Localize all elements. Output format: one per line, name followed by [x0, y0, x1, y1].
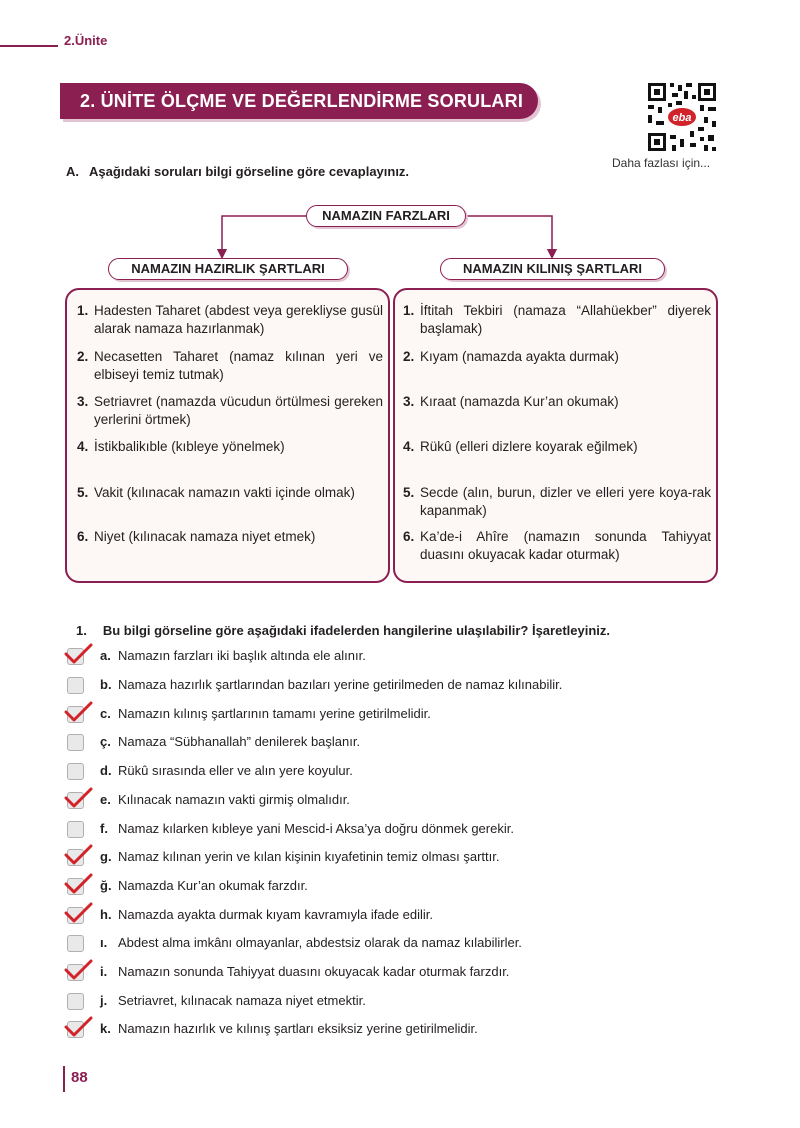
checkmark-icon: [64, 787, 94, 811]
option-row: ğ. Namazda Kur’an okumak farzdır.: [66, 875, 706, 897]
hazirlik-item: 5. Vakit (kılınacak namazın vakti içinde olmak): [77, 485, 355, 500]
checkmark-icon: [64, 902, 94, 926]
option-text: Namazın hazırlık ve kılınış şartları eksiksiz yerine getirilmelidir.: [118, 1021, 478, 1036]
option-text: Namaza “Sübhanallah” denilerek başlanır.: [118, 734, 361, 749]
unit-label: 2.Ünite: [64, 33, 108, 48]
diagram-root-label: NAMAZIN FARZLARI: [306, 205, 466, 227]
option-text: Namaz kılınan yerin ve kılan kişinin kıyafetinin temiz olması şarttır.: [118, 849, 500, 864]
option-row: h. Namazda ayakta durmak kıyam kavramıyla ifade edilir.: [66, 904, 706, 926]
option-row: j. Setriavret, kılınacak namaza niyet etmektir.: [66, 990, 706, 1012]
option-checkbox[interactable]: [67, 993, 84, 1010]
option-row: g. Namaz kılınan yerin ve kılan kişinin kıyafetinin temiz olması şarttır.: [66, 846, 706, 868]
checkmark-icon: [64, 873, 94, 897]
checkmark-icon: [64, 643, 94, 667]
diagram-connectors: [0, 0, 800, 300]
option-checkbox[interactable]: [67, 677, 84, 694]
option-text: Namaz kılarken kıbleye yani Mescid-i Aksa’ya doğru dönmek gerekir.: [118, 821, 514, 836]
page-title: 2. ÜNİTE ÖLÇME VE DEĞERLENDİRME SORULARI: [80, 91, 524, 111]
option-row: ç. Namaza “Sübhanallah” denilerek başlanır.: [66, 731, 706, 753]
hazirlik-item: 6. Niyet (kılınacak namaza niyet etmek): [77, 529, 316, 544]
checkmark-icon: [64, 1016, 94, 1040]
option-text: Namaza hazırlık şartlarından bazıları yerine getirilmeden de namaz kılınabilir.: [118, 677, 563, 692]
option-checkbox[interactable]: [67, 821, 84, 838]
option-text: Abdest alma imkânı olmayanlar, abdestsiz olarak da namaz kılabilirler.: [118, 935, 522, 950]
kilinis-item: 2. Kıyam (namazda ayakta durmak): [403, 349, 619, 364]
question-text: Bu bilgi görseline göre aşağıdaki ifadelerden hangilerine ulaşılabilir? İşaretleyiniz.: [102, 623, 610, 638]
hazirlik-item: 2. Necasetten Taharet (namaz kılınan yeri ve elbiseyi temiz tutmak): [77, 349, 383, 382]
hazirlik-item: 3. Setriavret (namazda vücudun örtülmesi gereken yerlerini örtmek): [77, 394, 383, 427]
option-row: f. Namaz kılarken kıbleye yani Mescid-i Aksa’ya doğru dönmek gerekir.: [66, 818, 706, 840]
connector-left-arrow: [222, 216, 306, 254]
option-text: Namazda ayakta durmak kıyam kavramıyla ifade edilir.: [118, 907, 434, 922]
option-checkbox[interactable]: [67, 734, 84, 751]
question-title: [76, 623, 610, 638]
qr-caption: Daha fazlası için...: [612, 156, 711, 170]
section-a-text: Aşağıdaki soruları bilgi görseline göre cevaplayınız.: [89, 164, 410, 179]
option-checkbox[interactable]: [67, 935, 84, 952]
option-text: Namazın kılınış şartlarının tamamı yerine getirilmelidir.: [118, 706, 431, 721]
checkmark-icon: [64, 844, 94, 868]
hazirlik-item: 1. Hadesten Taharet (abdest veya gerekliyse gusül alarak namaza hazırlanmak): [77, 303, 383, 336]
option-text: Kılınacak namazın vakti girmiş olmalıdır.: [118, 792, 350, 807]
checkmark-icon: [64, 701, 94, 725]
section-a-label: A.: [66, 164, 79, 179]
hazirlik-item: 4. İstikbalikıble (kıbleye yönelmek): [77, 439, 285, 454]
option-row: d. Rükû sırasında eller ve alın yere koyulur.: [66, 760, 706, 782]
option-row: ı. Abdest alma imkânı olmayanlar, abdestsiz olarak da namaz kılabilirler.: [66, 932, 706, 954]
kilinis-sartlari-box: [393, 288, 718, 583]
page-number-rule: [63, 1066, 65, 1092]
eba-logo-text: eba: [672, 112, 692, 124]
kilinis-item: 4. Rükû (elleri dizlere koyarak eğilmek): [403, 439, 638, 454]
option-row: e. Kılınacak namazın vakti girmiş olmalıdır.: [66, 789, 706, 811]
kilinis-item: 5. Secde (alın, burun, dizler ve elleri yere koya-rak kapanmak): [403, 485, 711, 518]
option-text: Rükû sırasında eller ve alın yere koyulur.: [118, 763, 353, 778]
option-text: Namazda Kur’an okumak farzdır.: [118, 878, 308, 893]
checkmark-icon: [64, 959, 94, 983]
option-row: i. Namazın sonunda Tahiyyat duasını okuyacak kadar oturmak farzdır.: [66, 961, 706, 983]
option-row: k. Namazın hazırlık ve kılınış şartları eksiksiz yerine getirilmelidir.: [66, 1018, 706, 1040]
page-number: 88: [71, 1069, 88, 1086]
hazirlik-title: NAMAZIN HAZIRLIK ŞARTLARI: [108, 258, 348, 280]
hazirlik-sartlari-box: [65, 288, 390, 583]
connector-right-arrow: [466, 216, 552, 254]
option-row: b. Namaza hazırlık şartlarından bazıları yerine getirilmeden de namaz kılınabilir.: [66, 674, 706, 696]
option-row: c. Namazın kılınış şartlarının tamamı yerine getirilmelidir.: [66, 703, 706, 725]
kilinis-title: NAMAZIN KILINIŞ ŞARTLARI: [440, 258, 665, 280]
kilinis-item: 6. Ka’de-i Ahîre (namazın sonunda Tahiyyat duasını okuyacak kadar oturmak): [403, 529, 711, 562]
kilinis-item: 3. Kıraat (namazda Kur’an okumak): [403, 394, 619, 409]
option-text: Namazın sonunda Tahiyyat duasını okuyacak kadar oturmak farzdır.: [118, 964, 510, 979]
option-checkbox[interactable]: [67, 763, 84, 780]
kilinis-item: 1. İftitah Tekbiri (namaza “Allahüekber” diyerek başlamak): [403, 303, 711, 336]
option-text: Setriavret, kılınacak namaza niyet etmektir.: [118, 993, 366, 1008]
option-row: a. Namazın farzları iki başlık altında ele alınır.: [66, 645, 706, 667]
question-number: 1.: [76, 623, 87, 638]
option-text: Namazın farzları iki başlık altında ele alınır.: [118, 648, 366, 663]
